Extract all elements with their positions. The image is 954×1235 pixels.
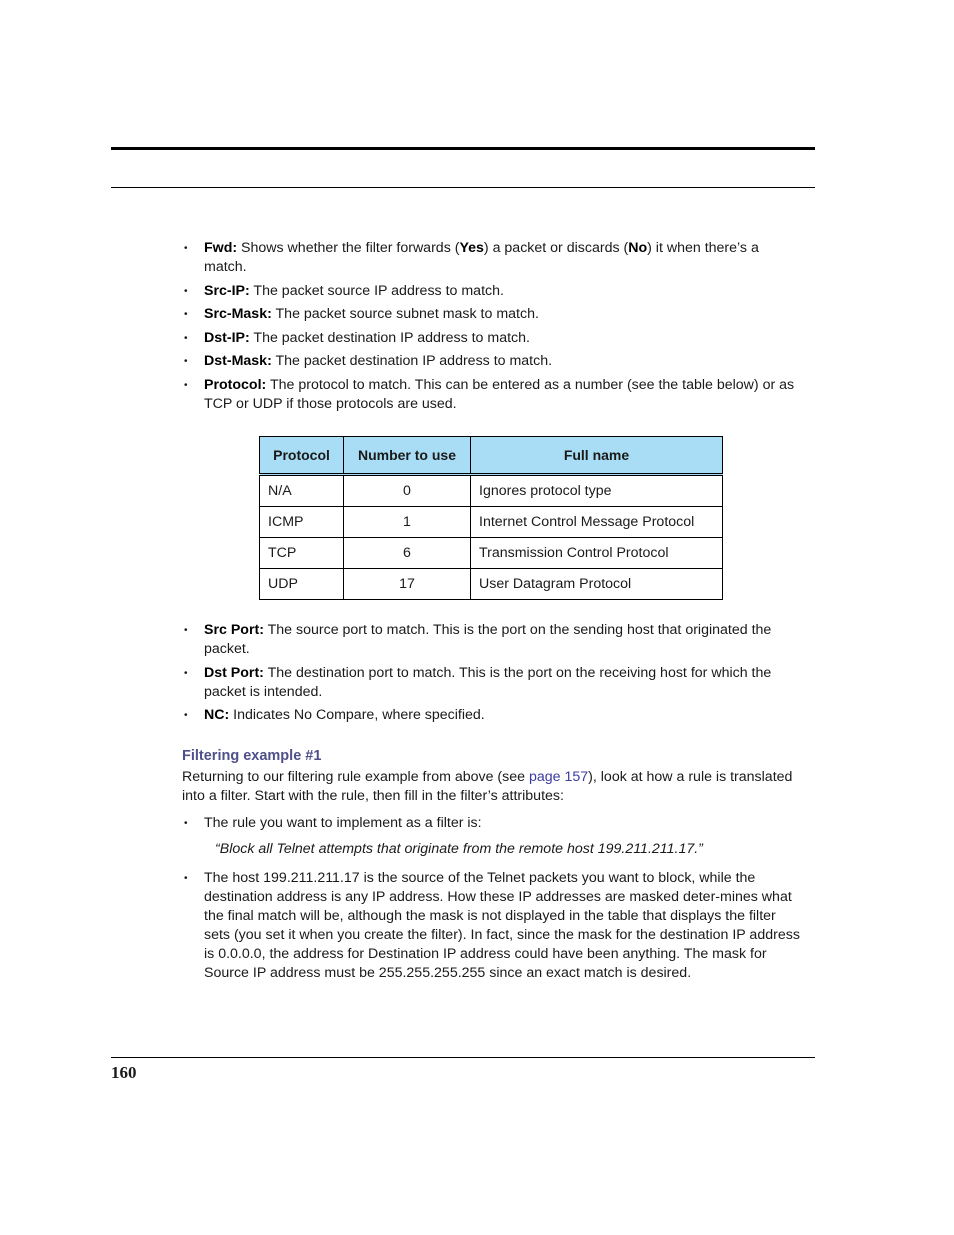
term: Dst-Mask: — [204, 353, 272, 369]
term: Src-IP: — [204, 282, 250, 299]
term: Src Port: — [204, 622, 264, 638]
example-step-list — [182, 814, 802, 838]
full-name-cell: User Datagram Protocol — [471, 569, 723, 600]
term: Dst Port: — [204, 664, 264, 681]
term: NC: — [204, 707, 230, 723]
bullet-icon: • — [184, 379, 188, 391]
section-heading: Filtering example #1 — [182, 748, 322, 764]
protocol-cell: ICMP — [260, 507, 344, 538]
column-header-number: Number to use — [344, 437, 471, 475]
protocol-cell: TCP — [260, 538, 344, 569]
list-item: • Src Port: The source port to match. This is the port on the sending host that originated the packet. — [184, 622, 772, 657]
port-description-list — [182, 621, 802, 730]
list-item: • Fwd: Shows whether the filter forwards (Yes) a packet or discards (No) it when there’s a match. — [184, 240, 759, 275]
term: Protocol: — [204, 376, 267, 393]
table-row — [260, 507, 723, 538]
table-row — [260, 569, 723, 600]
protocol-cell: UDP — [260, 569, 344, 600]
bullet-icon: • — [184, 332, 188, 344]
number-cell: 6 — [344, 538, 471, 569]
bullet-icon: • — [184, 285, 188, 297]
header-rule-thick — [111, 147, 815, 150]
page-number: 160 — [111, 1063, 137, 1082]
column-header-full-name: Full name — [471, 437, 723, 475]
term: Dst-IP: — [204, 329, 250, 346]
field-description-list — [182, 239, 802, 418]
full-name-cell: Ignores protocol type — [471, 475, 723, 507]
term: Src-Mask: — [204, 306, 272, 322]
page-link[interactable]: page 157 — [528, 769, 589, 785]
list-item: • NC: Indicates No Compare, where specified. — [184, 707, 485, 723]
number-cell: 0 — [344, 475, 471, 507]
list-item: • Dst-Mask: The packet destination IP address to match. — [184, 353, 553, 369]
list-item: • The host 199.211.211.17 is the source of the Telnet packets you want to block, while the destination address is any IP address. How these IP addresses are masked deter-mines what the final match will be, although the mask is not displayed in the table that displays the filter sets (you set it when you create the filter). In fact, since the mask for the destination IP address is 0.0.0.0, the address for Destination IP address could have been anything. The mask for Source IP address must be 255.255.255.255 since an exact match is desired. — [184, 870, 800, 981]
bullet-icon: • — [184, 667, 188, 679]
table-header-row — [260, 437, 723, 475]
bullet-icon: • — [184, 356, 188, 367]
list-item: • Dst Port: The destination port to match. This is the port on the receiving host for which the packet is intended. — [184, 664, 772, 700]
term: Fwd: — [204, 240, 238, 256]
protocol-table — [259, 436, 723, 600]
list-item: • Protocol: The protocol to match. This can be entered as a number (see the table below) or as TCP or UDP if those protocols are used. — [184, 376, 795, 412]
footer-rule — [111, 1057, 815, 1058]
table-row — [260, 475, 723, 507]
bullet-icon: • — [184, 625, 188, 636]
bullet-icon: • — [184, 818, 188, 829]
list-item: • The rule you want to implement as a filter is: — [184, 815, 482, 831]
full-name-cell: Internet Control Message Protocol — [471, 507, 723, 538]
list-item: • Dst-IP: The packet destination IP address to match. — [184, 329, 530, 346]
number-cell: 1 — [344, 507, 471, 538]
bullet-icon: • — [184, 243, 188, 254]
rule-quote: “Block all Telnet attempts that originate from the remote host 199.211.211.17.” — [215, 841, 703, 857]
bullet-icon: • — [184, 309, 188, 320]
full-name-cell: Transmission Control Protocol — [471, 538, 723, 569]
list-item: • Src-IP: The packet source IP address to match. — [184, 282, 504, 299]
example-explanation-list — [182, 869, 802, 988]
bullet-icon: • — [184, 873, 188, 884]
column-header-protocol: Protocol — [260, 437, 344, 475]
header-rule-thin — [111, 187, 815, 188]
protocol-cell: N/A — [260, 475, 344, 507]
intro-paragraph: Returning to our filtering rule example from above (see page 157), look at how a rule is translated into a filter. Start with the rule, then fill in the filter’s attributes: — [182, 769, 793, 804]
table-row — [260, 538, 723, 569]
bullet-icon: • — [184, 710, 188, 721]
number-cell: 17 — [344, 569, 471, 600]
list-item: • Src-Mask: The packet source subnet mask to match. — [184, 306, 539, 322]
